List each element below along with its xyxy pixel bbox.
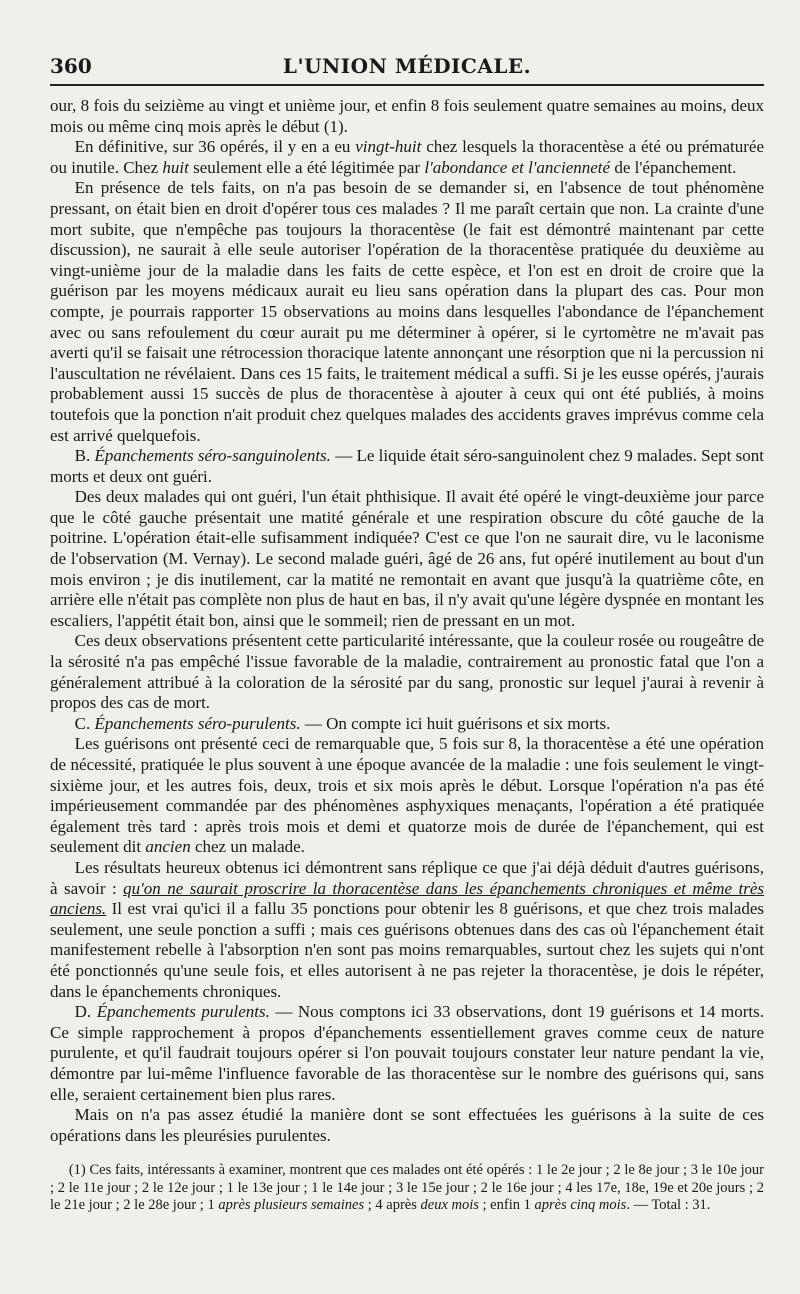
paragraph-9-text-a: Les résultats heureux obtenus ici démontrent sans réplique ce que j'ai déjà déduit d'autres guérisons, à savoir : (50, 857, 764, 898)
section-d-heading: Épanchements purulents. (96, 1002, 270, 1022)
page-number: 360 (50, 54, 92, 78)
section-b-text: — Le liquide était séro-sanguinolent chez 9 malades. Sept sont morts et deux ont guéri. (50, 446, 765, 486)
paragraph-2-text-b: chez lesquels la thoracentèse a été ou prématurée ou inutile. Chez (50, 137, 764, 177)
paragraph-1-text: our, 8 fois du seizième au vingt et unième jour, et enfin 8 fois seulement quatre semaines au moins, deux mois ou même cinq mois après le début (1). (50, 96, 764, 136)
paragraph-9 (50, 858, 764, 1002)
section-c-heading: Épanchements séro-purulents. (94, 713, 301, 733)
footnote-emphasis-2: deux mois (420, 1197, 479, 1214)
section-c-text: — On compte ici huit guérisons et six morts. (300, 713, 611, 733)
paragraph-6-text: Ces deux observations présentent cette particularité intéressante, que la couleur rosée ou rougeâtre de la sérosité n'a pas empêché l'issue favorable de la maladie, contrairement au pronostic fatal que l'on a généralement attribué à la coloration de la sérosité par du sang, pronostic sur lequel j'aurai à revenir à propos des cas de mort. (50, 631, 764, 713)
paragraph-2-text-a: En définitive, sur 36 opérés, il y en a eu (74, 137, 356, 157)
paragraph-11-text: Mais on n'a pas assez étudié la manière dont se sont effectuées les guérisons à la suite de ces opérations dans les pleurésies purulentes. (50, 1105, 764, 1145)
paragraph-2 (50, 137, 764, 178)
paragraph-2-text-d: de l'épanchement. (610, 157, 737, 177)
footnote (50, 1162, 764, 1215)
footnote-text-a: (1) Ces faits, intéressants à examiner, montrent que ces malades ont été opérés : 1 le 2e jour ; 2 le 8e jour ; 3 le 10e jour ; 2 le 11e jour ; 2 le 12e jour ; 1 le 13e jour ; 1 le 14e jour ; 3 le 15e jour ; 2 le 16e jour ; 4 les 17e, 18e, 19e et 20e jours ; 2 le 21e jour ; 2 le 28e jour ; 1 (50, 1162, 764, 1214)
paragraph-5 (50, 487, 764, 631)
section-d (50, 1002, 764, 1105)
section-d-text: — Nous comptons ici 33 observations, dont 19 guérisons et 14 morts. Ce simple rapprochement à propos d'épanchements essentiellement graves comme ceux de nature purulente, et qu'il faudrait toujours opérer si l'on pouvait toujours constater leur nature pendant la vie, démontre par lui-même l'influence favorable de las thoracentèse sur le nombre des guérisons qui, sans elle, seraient certainement bien plus rares. (50, 1002, 764, 1104)
footnote-text-c: ; enfin 1 (478, 1197, 535, 1214)
paragraph-8-text-b: chez un malade. (190, 837, 305, 857)
section-d-label: D. (74, 1002, 97, 1022)
paragraph-8-emphasis: ancien (145, 837, 191, 857)
footnote-emphasis-1: après plusieurs semaines (218, 1197, 365, 1214)
paragraph-2-emphasis-1: vingt-huit (355, 137, 422, 157)
paragraph-6 (50, 631, 764, 713)
paragraph-3-text: En présence de tels faits, on n'a pas besoin de se demander si, en l'absence de tout phénomène pressant, on était bien en droit d'opérer tous ces malades ? Il me paraît certain que non. La crainte d'une mort subite, que n'empêche pas toujours la thoracentèse (le fait est démontré maintenant par cette discussion), ne saurait à elle seule autoriser l'opération de la thoracentèse pratiquée du deuxième au vingt-unième jour de la maladie dans les faits de cette espèce, et l'on est en droit de croire que la guérison par les moyens médicaux aurait eu lieu sans opération dans la plupart des cas. Pour mon compte, je pourrais rapporter 15 observations au moins dans lesquelles l'abondance de l'épanchement avec ou sans refoulement du cœur aurait pu me déterminer à opérer, si le cyrtomètre ne m'avait pas averti qu'il se faisait une rétrocession thoracique latente annonçant une résorption que ni la percussion ni l'auscultation ne révélaient. Dans ces 15 faits, le traitement médical a suffi. Si je les eusse opérés, j'aurais probablement aussi 15 succès de plus de thoracentèse à ajouter à ceux qui ont été publiés, à moins toutefois que la ponction n'ait produit chez quelques malades des accidents graves imprévus comme cela est arrivé quelquefois. (50, 178, 764, 445)
paragraph-5-text: Des deux malades qui ont guéri, l'un était phthisique. Il avait été opéré le vingt-deuxième jour parce que le côté gauche présentait une matité générale et une respiration obscure du côté gauche de la poitrine. L'opération était-elle sufisamment indiquée? C'est ce que l'on ne saurait dire, vu le laconisme de l'observation (M. Vernay). Le second malade guéri, âgé de 26 ans, fut opéré inutilement au bout d'un mois environ ; je dis inutilement, car la matité ne remontait en avant que jusqu'à la quatrième côte, en arrière elle n'était pas complète non plus de haut en bas, il n'y avait qu'une légère dyspnée en montant les escaliers, l'appétit était bon, ainsi que le sommeil; rien de pressant en un mot. (50, 487, 764, 630)
paragraph-2-text-c: seulement elle a été légitimée par (188, 157, 425, 177)
paragraph-2-emphasis-2: huit (162, 157, 189, 177)
paragraph-9-emphasis: qu'on ne saurait proscrire la thoracentèse dans les épanchements chroniques et même très anciens. (50, 878, 764, 919)
article-body (50, 96, 764, 1146)
paragraph-3 (50, 178, 764, 446)
footnote-text-d: . — Total : 31. (626, 1197, 711, 1214)
paragraph-11 (50, 1105, 764, 1146)
section-b-label: B. (74, 446, 95, 466)
footnote-emphasis-3: après cinq mois (534, 1197, 627, 1214)
footnote-1 (50, 1162, 764, 1215)
section-b (50, 446, 764, 487)
journal-title: L'UNION MÉDICALE. (282, 54, 532, 78)
paragraph-9-text-b: Il est vrai qu'ici il a fallu 35 ponctions pour obtenir les 8 guérisons, et que chez trois malades seulement, une seule ponction a suffi ; mais ces guérisons obtenues dans des cas où l'épanchement était manifestement rebelle à l'absorption n'en sont pas moins remarquables, surtout chez les sujets qui n'ont été ponctionnés qu'une seule fois, et elles autorisent à ne pas rejeter la thoracentèse, je dois le répéter, dans le épanchements chroniques. (50, 899, 764, 1001)
section-c (50, 714, 764, 735)
paragraph-2-emphasis-3: l'abondance et l'ancienneté (424, 157, 611, 177)
paragraph-8-text-a: Les guérisons ont présenté ceci de remarquable que, 5 fois sur 8, la thoracentèse a été une opération de nécessité, pratiquée le plus souvent à une époque avancée de la maladie : une fois seulement le vingt-sixième jour, et les autres fois, deux, trois et six mois après le début. Lorsque l'opération n'a pas été impérieusement commandée par des phénomènes asphyxiques menaçants, l'opération a été pratiquée également très tard : après trois mois et demi et quatorze mois de durée de l'épanchement, qui est seulement dit (50, 734, 764, 857)
footnote-text-b: ; 4 après (364, 1197, 421, 1214)
running-header (50, 48, 764, 86)
paragraph-1 (50, 96, 764, 137)
paragraph-8 (50, 734, 764, 858)
section-c-label: C. (74, 713, 95, 733)
section-b-heading: Épanchements séro-sanguinolents. (94, 446, 331, 466)
